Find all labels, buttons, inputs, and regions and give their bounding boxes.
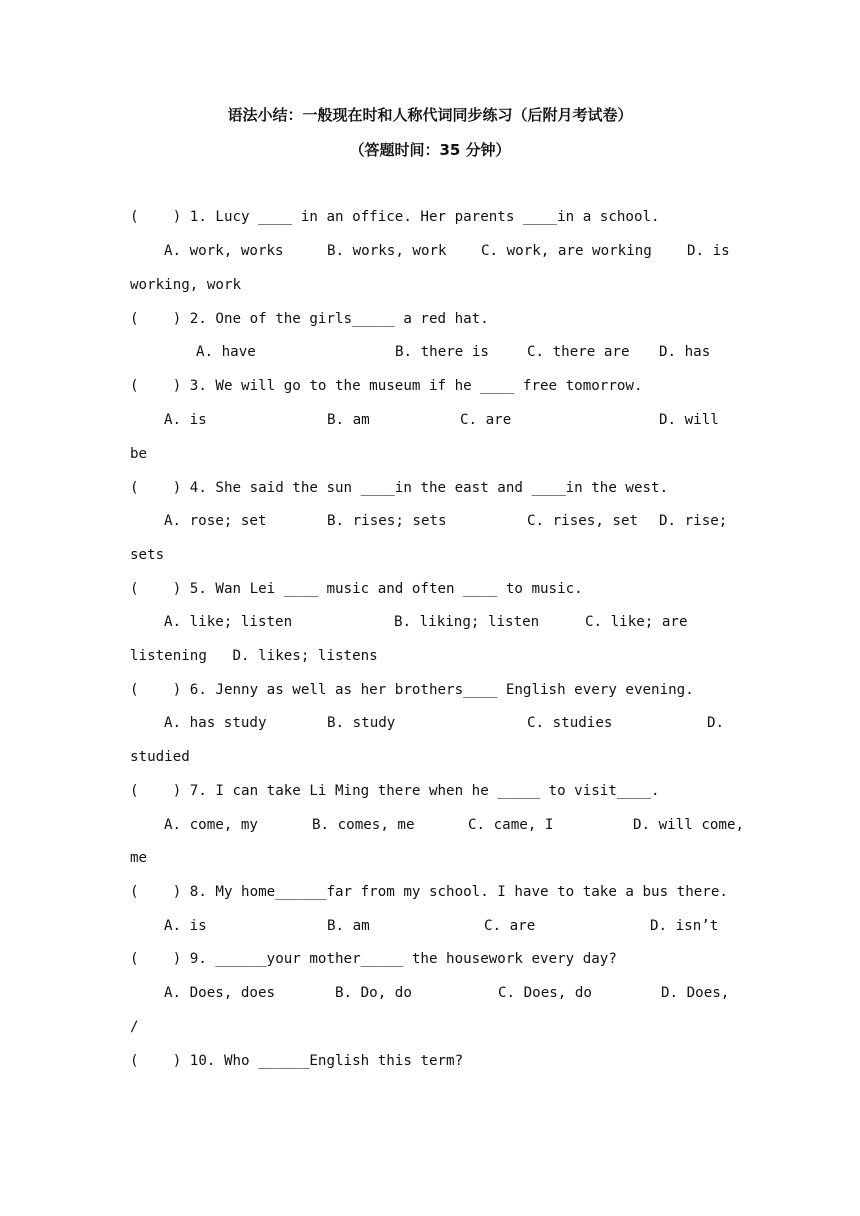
q5-option-wrap: listening D. likes; listens <box>130 648 378 664</box>
q9-option-b: B. Do, do <box>335 985 412 1001</box>
q6-option-b: B. study <box>327 715 396 731</box>
q4-option-b: B. rises; sets <box>327 513 447 529</box>
q1-option-b: B. works, work <box>327 243 447 259</box>
question-3-stem: ( ) 3. We will go to the museum if he ____ free tomorrow. <box>130 378 643 394</box>
q7-option-b: B. comes, me <box>312 817 415 833</box>
q4-option-wrap: sets <box>130 547 165 563</box>
question-1-stem: ( ) 1. Lucy ____ in an office. Her parents ____in a school. <box>130 209 660 225</box>
q3-option-d: D. will <box>659 412 719 428</box>
q8-option-a: A. is <box>164 918 207 934</box>
q4-option-d: D. rise; <box>659 513 728 529</box>
question-5-stem: ( ) 5. Wan Lei ____ music and often ____ to music. <box>130 581 583 597</box>
q3-option-c: C. are <box>460 412 512 428</box>
q3-option-wrap: be <box>130 446 148 462</box>
q7-option-a: A. come, my <box>164 817 258 833</box>
q1-option-a: A. work, works <box>164 243 284 259</box>
worksheet-title: 语法小结：一般现在时和人称代词同步练习（后附月考试卷） <box>227 106 633 124</box>
q7-option-c: C. came, I <box>468 817 554 833</box>
q8-option-b: B. am <box>327 918 370 934</box>
q6-option-d: D. <box>707 715 725 731</box>
q6-option-a: A. has study <box>164 715 267 731</box>
question-10-stem: ( ) 10. Who ______English this term? <box>130 1053 464 1069</box>
q5-option-b: B. liking; listen <box>394 614 540 630</box>
q4-option-a: A. rose; set <box>164 513 267 529</box>
q1-option-wrap: working, work <box>130 277 242 293</box>
q8-option-d: D. isn’t <box>650 918 719 934</box>
q6-option-wrap: studied <box>130 749 190 765</box>
q9-option-d: D. Does, <box>661 985 730 1001</box>
q9-option-wrap: / <box>130 1019 139 1035</box>
q7-option-wrap: me <box>130 850 148 866</box>
q3-option-b: B. am <box>327 412 370 428</box>
q2-option-d: D. has <box>659 344 711 360</box>
q5-option-a: A. like; listen <box>164 614 293 630</box>
q4-option-c: C. rises, set <box>527 513 639 529</box>
q2-option-b: B. there is <box>395 344 489 360</box>
q9-option-a: A. Does, does <box>164 985 276 1001</box>
q2-option-a: A. have <box>196 344 256 360</box>
question-7-stem: ( ) 7. I can take Li Ming there when he _____ to visit____. <box>130 783 660 799</box>
q3-option-a: A. is <box>164 412 207 428</box>
q1-option-d: D. is <box>687 243 730 259</box>
question-6-stem: ( ) 6. Jenny as well as her brothers____ English every evening. <box>130 682 694 698</box>
q7-option-d: D. will come, <box>633 817 745 833</box>
time-limit: （答题时间：35 分钟） <box>349 141 511 159</box>
q5-option-c: C. like; are <box>585 614 688 630</box>
q6-option-c: C. studies <box>527 715 613 731</box>
q2-option-c: C. there are <box>527 344 630 360</box>
question-4-stem: ( ) 4. She said the sun ____in the east and ____in the west. <box>130 480 669 496</box>
q1-option-c: C. work, are working <box>481 243 652 259</box>
question-9-stem: ( ) 9. ______your mother_____ the housework every day? <box>130 951 617 967</box>
question-2-stem: ( ) 2. One of the girls_____ a red hat. <box>130 311 489 327</box>
q8-option-c: C. are <box>484 918 536 934</box>
q9-option-c: C. Does, do <box>498 985 592 1001</box>
question-8-stem: ( ) 8. My home______far from my school. I have to take a bus there. <box>130 884 728 900</box>
